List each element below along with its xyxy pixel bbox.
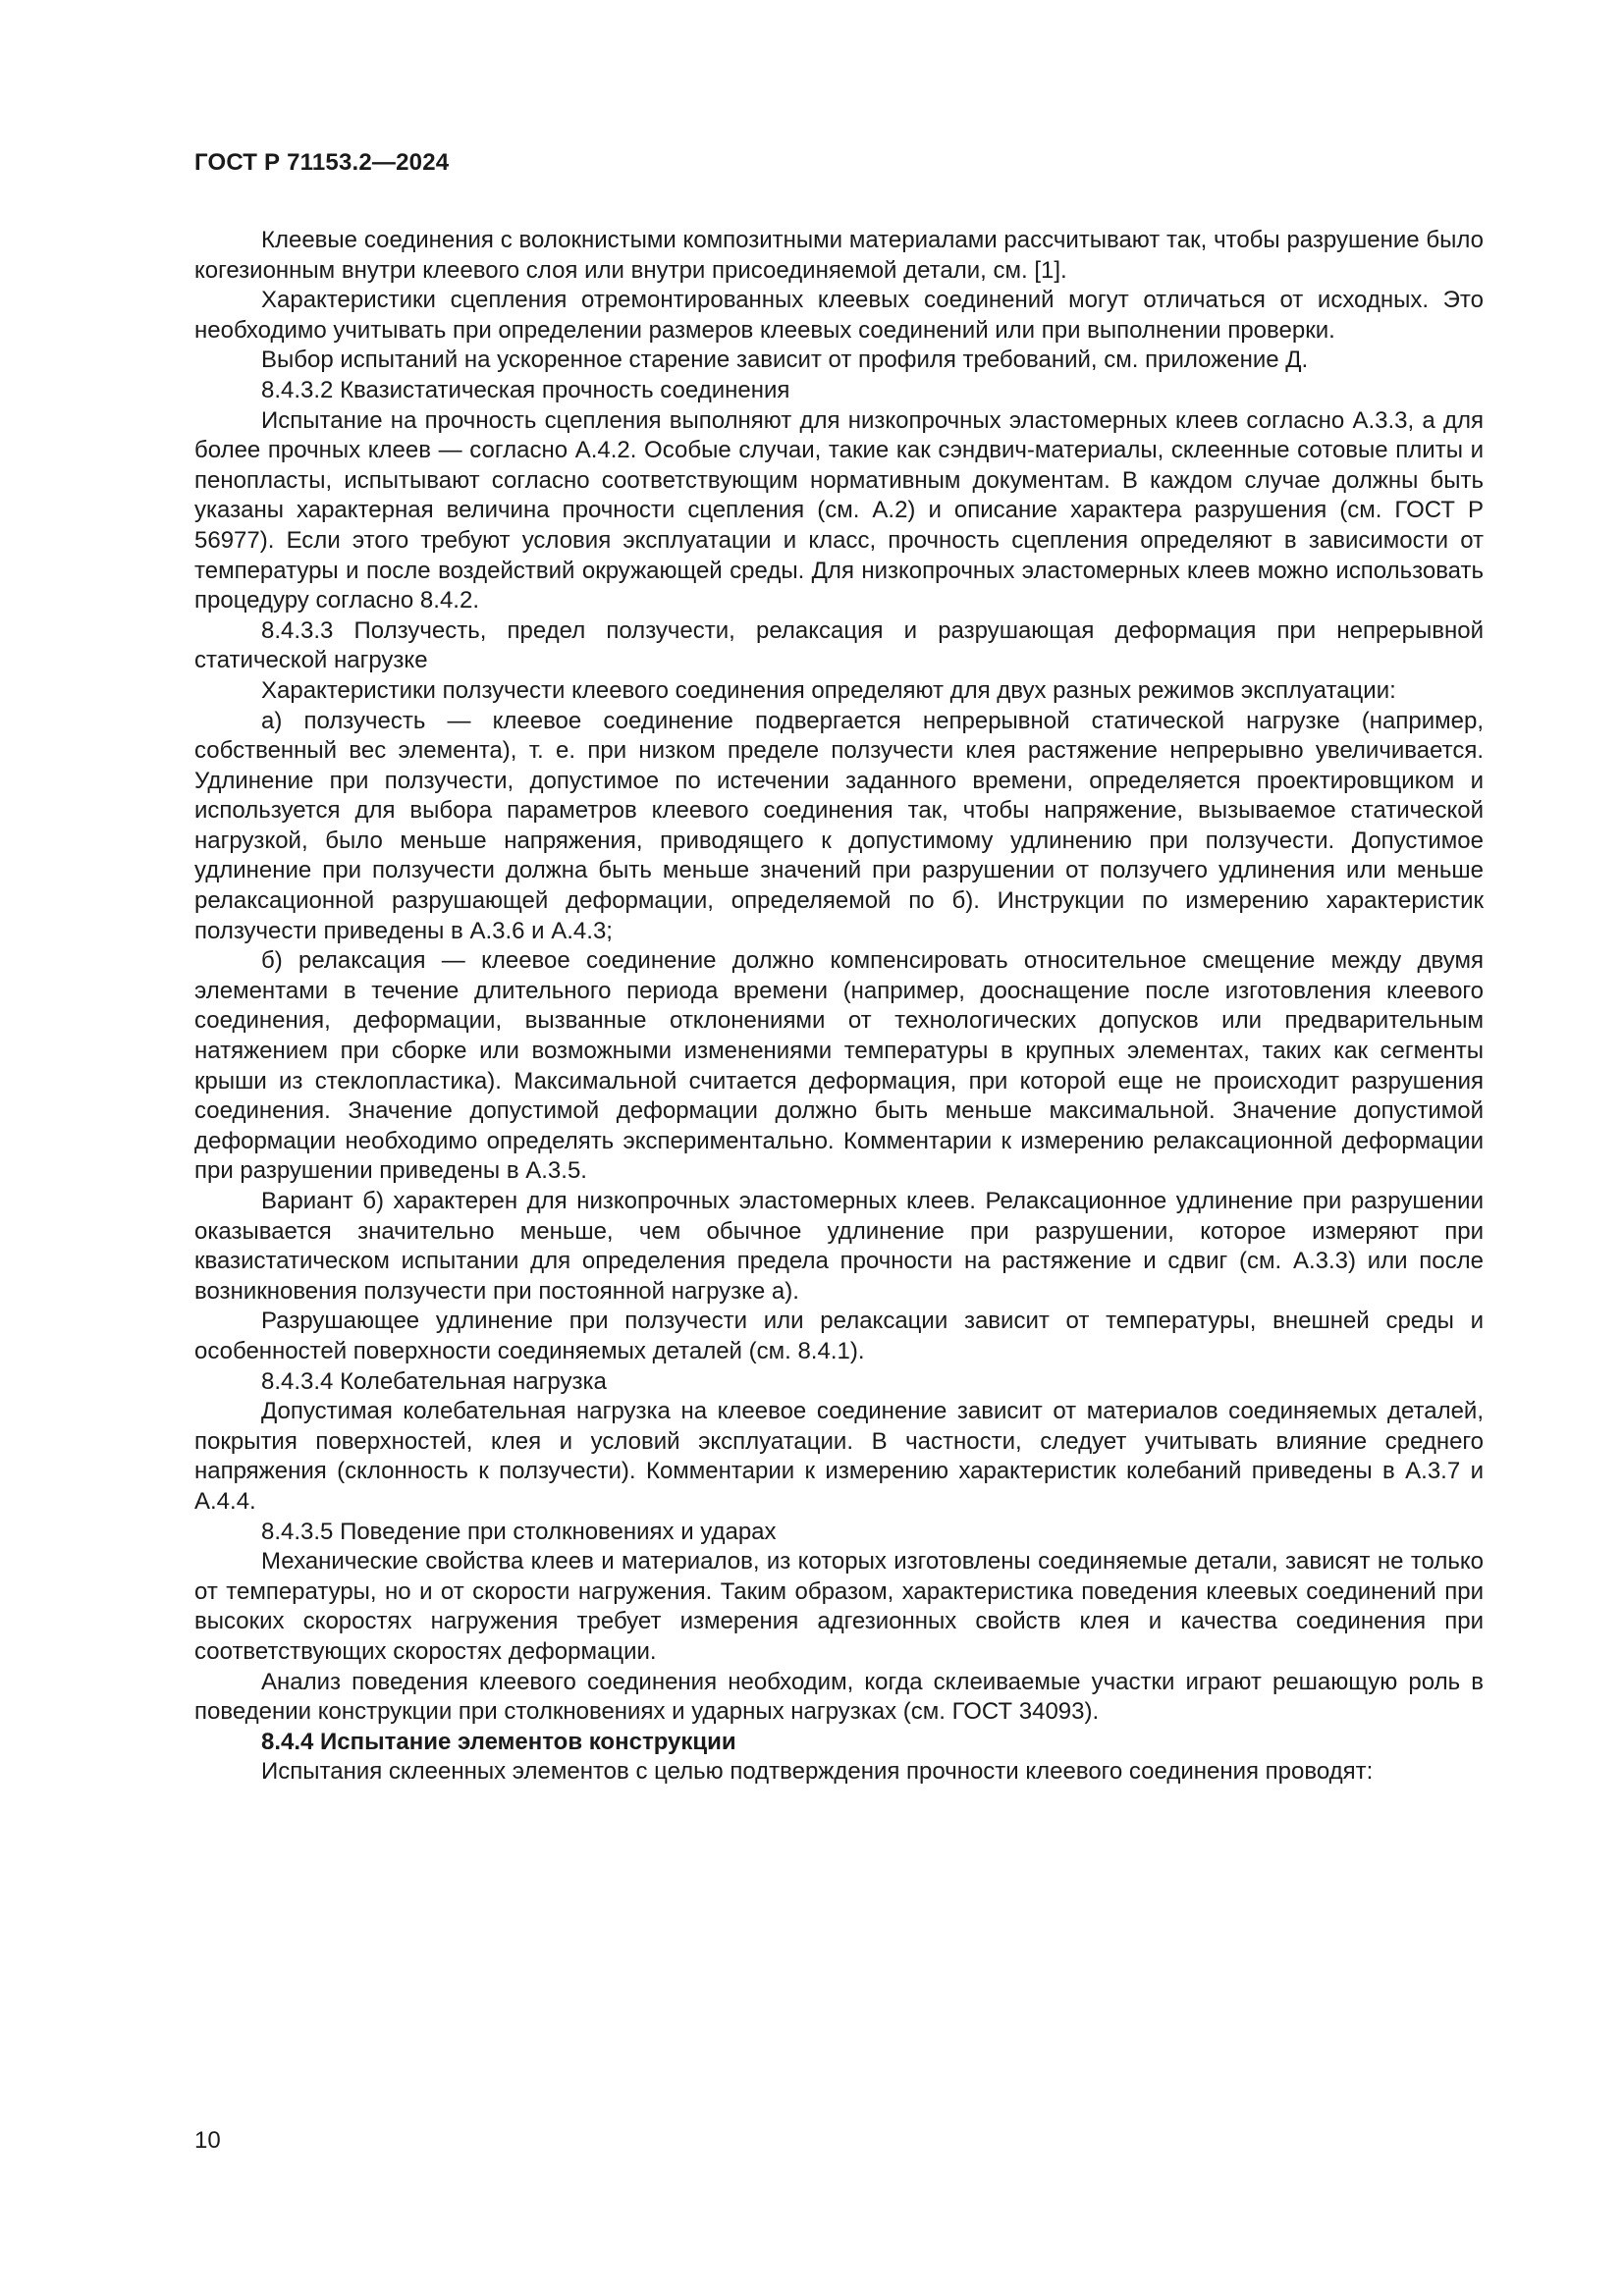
paragraph: Характеристики ползучести клеевого соединения определяют для двух разных режимов эксплуатации: [261,676,1396,704]
page-number: 10 [194,2127,221,2154]
paragraph: Выбор испытаний на ускоренное старение зависит от профиля требований, см. приложение Д. [261,347,1309,374]
paragraph: Механические свойства клеев и материалов, из которых изготовлены соединяемые детали, зависят не только от температуры, но и от скорости нагружения. Таким образом, характеристика поведения клеевых соединений при высоких скоростях нагружения требует измерения адгезионных свойств клея и качества соединения при соответствующих скоростях деформации. [194,1548,1484,1665]
paragraph: Клеевые соединения с волокнистыми композитными материалами рассчитывают так, чтобы разрушение было когезионным внутри клеевого слоя или внутри присоединяемой детали, см. [1]. [194,227,1484,284]
paragraph: Вариант б) характерен для низкопрочных эластомерных клеев. Релаксационное удлинение при разрушении оказывается значительно меньше, чем обычное удлинение при разрушении, которое измеряют при квазистатическом испытании для определения предела прочности на растяжение и сдвиг (см. А.3.3) или после возникновения ползучести при постоянной нагрузке а). [194,1188,1484,1305]
section-heading: 8.4.3.4 Колебательная нагрузка [261,1367,607,1395]
section-heading: 8.4.3.5 Поведение при столкновениях и ударах [261,1518,777,1545]
paragraph: Испытание на прочность сцепления выполняют для низкопрочных эластомерных клеев согласно А.3.3, а для более прочных клеев — согласно А.4.2. Особые случаи, такие как сэндвич-материалы, склеенные сотовые плиты и пенопласты, испытывают согласно соответствующим нормативным документам. В каждом случае должны быть указаны характерная величина прочности сцепления (см. А.2) и описание характера разрушения (см. ГОСТ Р 56977). Если этого требуют условия эксплуатации и класс, прочность сцепления определяют в зависимости от температуры и после воздействий окружающей среды. Для низкопрочных эластомерных клеев можно использовать процедуру согласно 8.4.2. [194,406,1484,614]
list-item: а) ползучесть — клеевое соединение подвергается непрерывной статической нагрузке (например, собственный вес элемента), т. е. при низком пределе ползучести клея растяжение непрерывно увеличивается. Удлинение при ползучести, допустимое по истечении заданного времени, определяется проектировщиком и используется для выбора параметров клеевого соединения так, чтобы напряжение, вызываемое статической нагрузкой, было меньше напряжения, приводящего к допустимому удлинению при ползучести. Допустимое удлинение при ползучести должна быть меньше значений при разрушении от ползучего удлинения или меньше релаксационной разрушающей деформации, определяемой по б). Инструкции по измерению характеристик ползучести приведены в А.3.6 и А.4.3; [194,707,1484,944]
paragraph: Характеристики сцепления отремонтированных клеевых соединений могут отличаться от исходных. Это необходимо учитывать при определении размеров клеевых соединений или при выполнении проверки. [194,287,1484,344]
paragraph: Разрушающее удлинение при ползучести или релаксации зависит от температуры, внешней среды и особенностей поверхности соединяемых деталей (см. 8.4.1). [194,1308,1484,1364]
document-header: ГОСТ Р 71153.2—2024 [194,149,450,176]
list-item: б) релаксация — клеевое соединение должно компенсировать относительное смещение между двумя элементами в течение длительного периода времени (например, дооснащение после изготовления клеевого соединения, деформации, вызванные отклонениями от технологических допусков или предварительным натяжением при сборке или возможными изменениями температуры в крупных элементах, таких как сегменты крыши из стеклопластика). Максимальной считается деформация, при которой еще не происходит разрушения соединения. Значение допустимой деформации должно быть меньше максимальной. Значение допустимой деформации необходимо определять экспериментально. Комментарии к измерению релаксационной деформации при разрушении приведены в А.3.5. [194,947,1484,1185]
section-heading: 8.4.3.2 Квазистатическая прочность соединения [261,376,790,403]
paragraph: Анализ поведения клеевого соединения необходим, когда склеиваемые участки играют решающую роль в поведении конструкции при столкновениях и ударных нагрузках (см. ГОСТ 34093). [194,1668,1484,1726]
section-heading: 8.4.3.3 Ползучесть, предел ползучести, релаксация и разрушающая деформация при непрерывной статической нагрузке [194,616,1484,674]
document-body [194,226,1484,1788]
paragraph: Допустимая колебательная нагрузка на клеевое соединение зависит от материалов соединяемых деталей, покрытия поверхностей, клея и условий эксплуатации. В частности, следует учитывать влияние среднего напряжения (склонность к ползучести). Комментарии к измерению характеристик колебаний приведены в А.3.7 и А.4.4. [194,1398,1484,1515]
section-heading-bold: 8.4.4 Испытание элементов конструкции [261,1728,736,1755]
paragraph: Испытания склеенных элементов с целью подтверждения прочности клеевого соединения проводят: [261,1758,1374,1786]
